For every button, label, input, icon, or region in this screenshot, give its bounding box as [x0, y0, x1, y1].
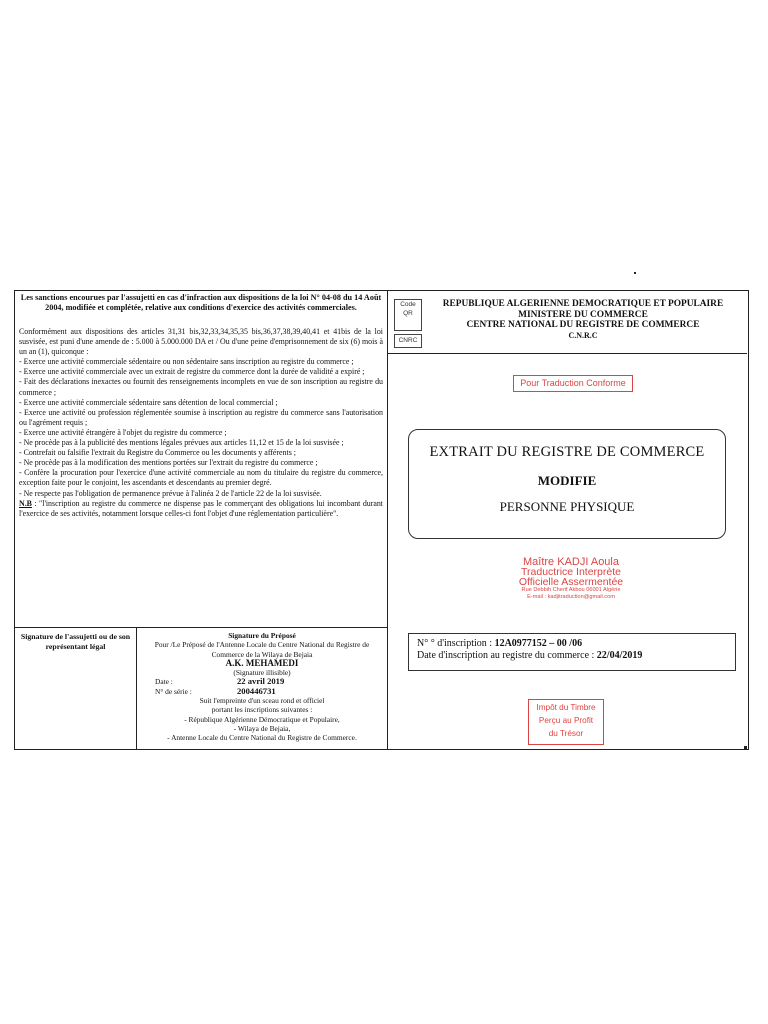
registration-date: 22/04/2019	[596, 650, 643, 661]
document-title: EXTRAIT DU REGISTRE DE COMMERCE	[429, 444, 705, 460]
document-header	[388, 291, 747, 354]
header-line: C.N.R.C	[568, 330, 598, 340]
sanction-paragraph: - Exerce une activité ou profession réglementée soumise à inscription au registre du commerce sans l'autorisation ou l'agrément requis ;	[19, 407, 383, 427]
signature-illisible: (Signature illisible)	[233, 668, 291, 678]
extract-panel	[388, 290, 749, 750]
nb-note	[19, 499, 383, 519]
document-subtitle: PERSONNE PHYSIQUE	[499, 499, 635, 514]
prepose-line: Pour /Le Préposé de l'Antenne Locale du Centre National du Registre de Commerce de la Wilaya de Bejaia	[154, 640, 370, 659]
nb-label: N.B	[19, 498, 32, 508]
timbre-line: Impôt du Timbre	[536, 703, 596, 712]
translator-role: Traductrice Interprète	[521, 566, 621, 578]
nb-text: : "l'inscription au registre du commerce ne dispense pas le commerçant des obligations lui incombant durant l'exercice de ses activités, notamment lorsque celles-ci font l'objet d'une réglementation particulière".	[19, 498, 383, 518]
sanctions-panel	[14, 290, 388, 750]
timbre-line: Perçu au Profit	[538, 716, 594, 725]
header-line: CENTRE NATIONAL DU REGISTRE DE COMMERCE	[466, 320, 700, 330]
translator-email: E-mail : kadjitraduction@gmail.com	[527, 594, 615, 600]
seal-line: - République Algérienne Démocratique et Populaire,	[184, 714, 340, 724]
sanction-paragraph: - Ne respecte pas l'obligation de permanence prévue à l'alinéa 2 de l'article 22 de la loi susvisée.	[19, 488, 322, 498]
registration-date-label: Date d'inscription au registre du commerce :	[417, 650, 597, 661]
translator-role2: Officielle Assermentée	[518, 576, 624, 588]
sanction-paragraph: - Fait des déclarations inexactes ou fournit des renseignements incomplets en vue de son inscription au registre du commerce ;	[19, 377, 383, 397]
scan-speck	[744, 746, 747, 749]
assujetti-signature-label: Signature de l'assujetti ou de son représentant légal	[15, 628, 137, 750]
document-title-box	[408, 429, 726, 539]
seal-line: - Wilaya de Bejaia,	[233, 723, 291, 733]
prepose-title: Signature du Préposé	[228, 631, 296, 640]
serial-label: N° de série :	[155, 686, 192, 696]
sanctions-intro: Les sanctions encourues par l'assujetti en cas d'infraction aux dispositions de la loi N° 04-08 du 14 Août 2004, modifiée et complétée, relative aux conditions d'exercice des activités commerciales.	[20, 293, 382, 312]
timbre-stamp	[528, 699, 604, 745]
seal-line: portant les inscriptions suivantes :	[211, 705, 313, 715]
scan-speck	[634, 272, 636, 274]
header-text	[424, 299, 742, 341]
sanction-paragraph: - Exerce une activité commerciale avec un extrait de registre du commerce dont la durée de validité a expiré ;	[19, 367, 365, 377]
translator-stamp	[506, 557, 636, 601]
header-line: REPUBLIQUE ALGERIENNE DEMOCRATIQUE ET POPULAIRE	[442, 299, 724, 309]
timbre-line: du Trésor	[548, 729, 584, 738]
registration-number-row	[417, 638, 727, 650]
sanction-paragraph: Conformément aux dispositions des articles 31,31 bis,32,33,34,35,35 bis,36,37,38,39,40,41 et 41bis de la loi susvisée, est puni d'une amende de : 5.000 à 5.000.000 DA et / Ou d'une peine d'emprisonnement de six (6) mois à un an (1), quiconque :	[19, 327, 383, 357]
sanction-paragraph: - Confère la procuration pour l'exercice d'une activité commerciale au nom du titulaire du registre du commerce, exception faite pour le conjoint, les ascendants et descendants au premier degré.	[19, 468, 383, 488]
registration-date-row	[417, 650, 727, 662]
sanction-paragraph: - Ne procède pas à la publicité des mentions légales prévues aux articles 11,12 et 15 de la loi susvisée ;	[19, 438, 344, 448]
sanction-paragraph: - Exerce une activité étrangère à l'objet du registre du commerce ;	[19, 427, 227, 437]
seal-line: - Antenne Locale du Centre National du Registre de Commerce.	[167, 733, 357, 743]
header-line: MINISTERE DU COMMERCE	[518, 309, 648, 320]
translator-name: Maître KADJI Aoula	[523, 556, 619, 568]
qr-code-box: Code QR	[394, 299, 422, 331]
traduction-conforme-stamp: Pour Traduction Conforme	[513, 375, 633, 392]
registration-box	[408, 633, 736, 671]
document-status: MODIFIE	[537, 473, 597, 488]
sanction-paragraph: - Exerce une activité commerciale sédentaire sans détention de local commercial ;	[19, 397, 278, 407]
translator-address: Rue Debbih Cherif Akbou 06001 Algérie	[521, 587, 621, 593]
seal-line: Suit l'empreinte d'un sceau rond et officiel	[199, 696, 325, 706]
registration-number: 12A0977152 – 00 /06	[494, 638, 583, 649]
date-label: Date :	[155, 677, 173, 687]
date-value: 22 avril 2019	[237, 676, 285, 687]
prepose-signature-block	[137, 628, 387, 750]
sanction-paragraph: - Ne procède pas à la modification des mentions portées sur l'extrait du registre du commerce ;	[19, 458, 318, 468]
prepose-name: A.K. MEHAMEDI	[225, 657, 299, 668]
sanction-paragraph: - Contrefait ou falsifie l'extrait du Registre du Commerce ou les documents y afférents ;	[19, 448, 296, 458]
serial-value: 200446731	[237, 685, 276, 696]
sanction-paragraph: - Exerce une activité commerciale sédentaire ou non sédentaire sans inscription au registre du commerce ;	[19, 357, 354, 367]
serial-row	[137, 687, 387, 696]
signature-section	[15, 627, 387, 750]
cnrc-box: CNRC	[394, 334, 422, 348]
sanctions-body	[19, 327, 383, 519]
registration-number-label: N° ° d'inscription :	[417, 638, 495, 649]
